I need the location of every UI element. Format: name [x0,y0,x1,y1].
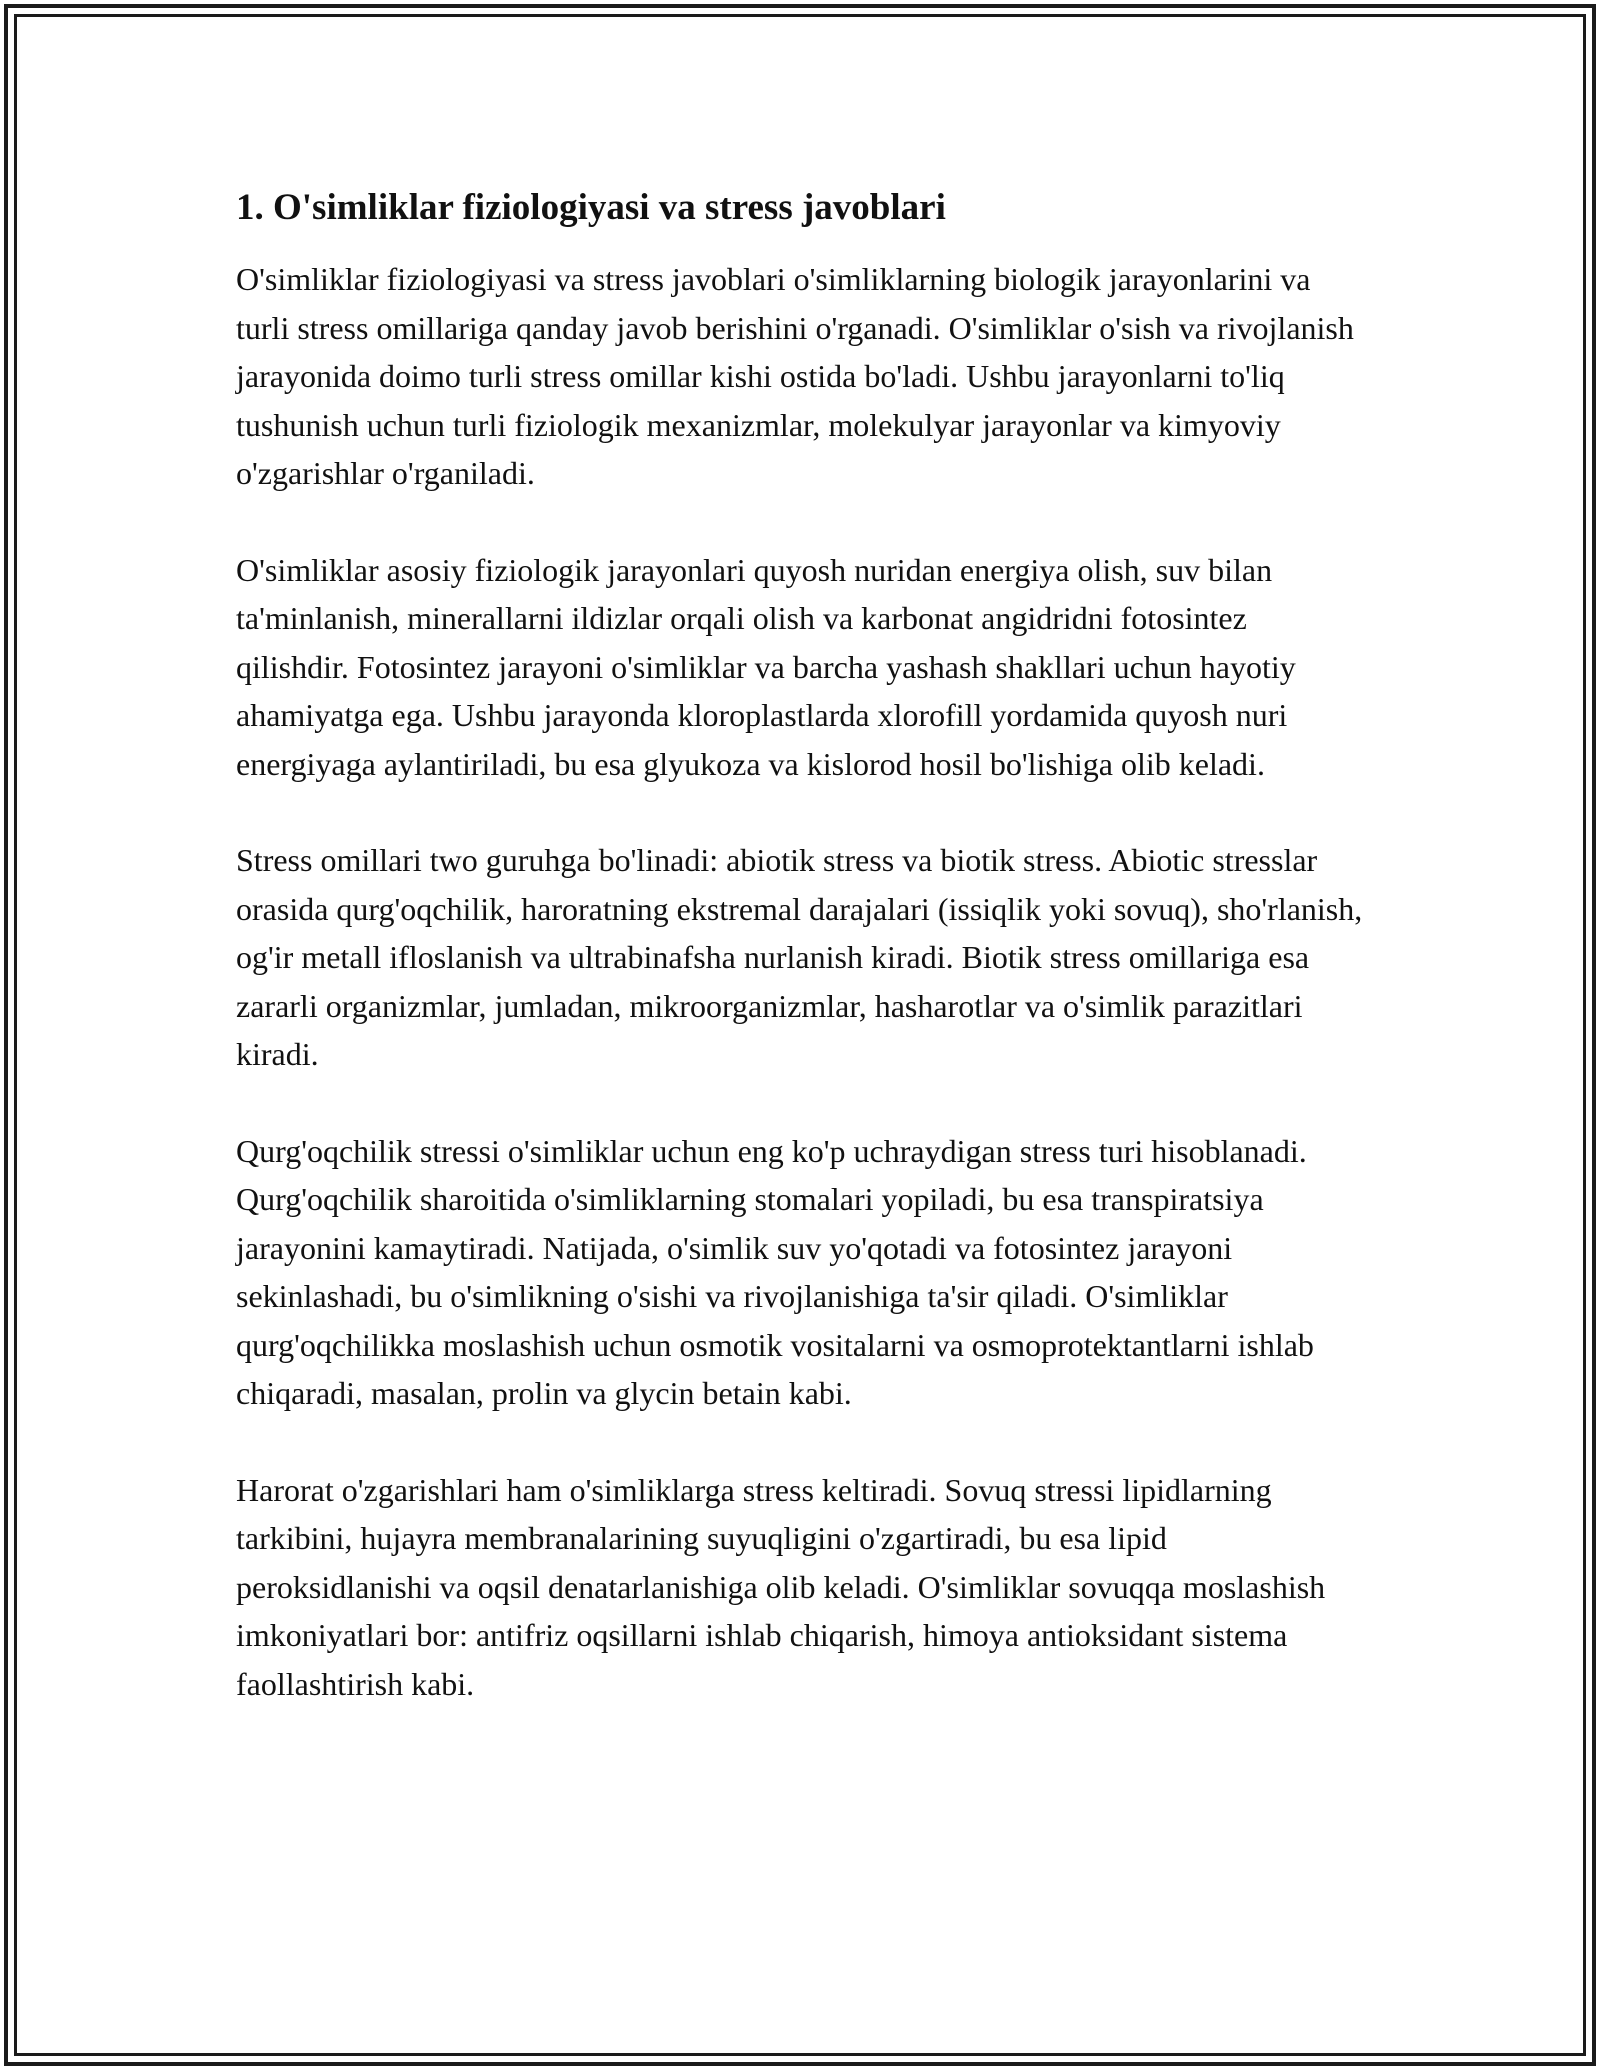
document-body [236,185,1366,1756]
paragraph-intro: O'simliklar fiziologiyasi va stress javoblari o'simliklarning biologik jarayonlarini va turli stress omillariga qanday javob berishini o'rganadi. O'simliklar o'sish va rivojlanish jarayonida doimo turli stress omillar kishi ostida bo'ladi. Ushbu jarayonlarni to'liq tushunish uchun turli fiziologik mexanizmlar, molekulyar jarayonlar va kimyoviy o'zgarishlar o'rganiladi. [236,261,1354,491]
section-heading: 1. O'simliklar fiziologiyasi va stress javoblari [236,187,946,228]
paragraph-stress-types: Stress omillari two guruhga bo'linadi: abiotik stress va biotik stress. Abiotic stresslar orasida qurg'oqchilik, haroratning ekstremal darajalari (issiqlik yoki sovuq), sho'rlanish, og'ir metall ifloslanish va ultrabinafsha nurlanish kiradi. Biotik stress omillariga esa zararli organizmlar, jumladan, mikroorganizmlar, hasharotlar va o'simlik parazitlari kiradi. [236,842,1363,1072]
paragraph-drought-stress: Qurg'oqchilik stressi o'simliklar uchun eng ko'p uchraydigan stress turi hisoblanadi. Qurg'oqchilik sharoitida o'simliklarning stomalari yopiladi, bu esa transpiratsiya jarayonini kamaytiradi. Natijada, o'simlik suv yo'qotadi va fotosintez jarayoni sekinlashadi, bu o'simlikning o'sishi va rivojlanishiga ta'sir qiladi. O'simliklar qurg'oqchilikka moslashish uchun osmotik vositalarni va osmoprotektantlarni ishlab chiqaradi, masalan, prolin va glycin betain kabi. [236,1132,1314,1411]
paragraph-temperature-stress: Harorat o'zgarishlari ham o'simliklarga stress keltiradi. Sovuq stressi lipidlarning tarkibini, hujayra membranalarining suyuqligini o'zgartiradi, bu esa lipid peroksidlanishi va oqsil denatarlanishiga olib keladi. O'simliklar sovuqqa moslashish imkoniyatlari bor: antifriz oqsillarni ishlab chiqarish, himoya antioksidant sistema faollashtirish kabi. [236,1471,1326,1702]
paragraph-photosynthesis: O'simliklar asosiy fiziologik jarayonlari quyosh nuridan energiya olish, suv bilan ta'minlanish, minerallarni ildizlar orqali olish va karbonat angidridni fotosintez qilishdir. Fotosintez jarayoni o'simliklar va barcha yashash shakllari uchun hayotiy ahamiyatga ega. Ushbu jarayonda kloroplastlarda xlorofill yordamida quyosh nuri energiyaga aylantiriladi, bu esa glyukoza va kislorod hosil bo'lishiga olib keladi. [236,551,1296,782]
